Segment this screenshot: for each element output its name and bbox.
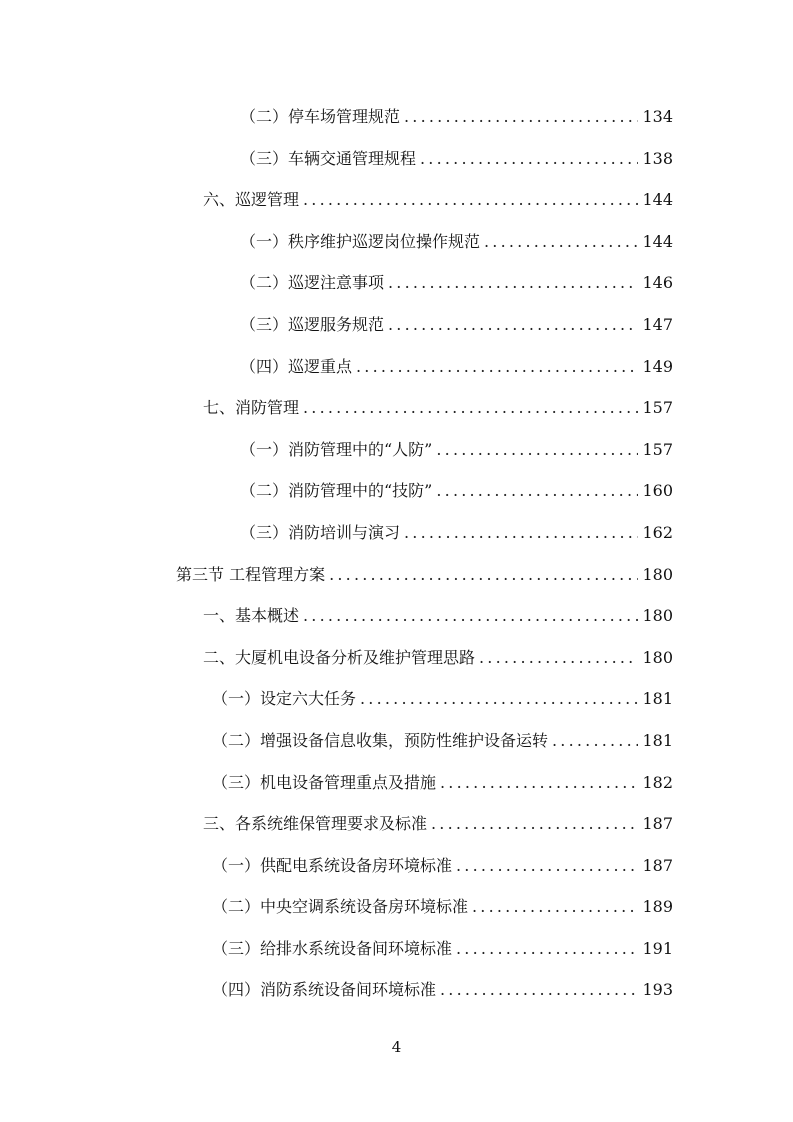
- toc-entry[interactable]: [0, 221, 673, 263]
- toc-entry[interactable]: [0, 554, 673, 596]
- toc-entry-title: （四）巡逻重点: [240, 356, 353, 376]
- toc-entry-page: 146: [642, 273, 673, 293]
- toc-entry-page: 149: [642, 356, 673, 376]
- page-number: 4: [391, 1038, 402, 1056]
- dot-leader: [404, 96, 638, 138]
- dot-leader: [388, 262, 638, 304]
- toc-entry[interactable]: [0, 886, 673, 928]
- toc-entry-title: 七、消防管理: [203, 398, 300, 418]
- toc-entry-page: 189: [642, 897, 673, 917]
- toc-entry-title: （二）增强设备信息收集，预防性维护设备运转: [212, 730, 549, 750]
- toc-entry-page: 147: [642, 314, 673, 334]
- toc-entry-page: 181: [642, 689, 673, 709]
- toc-entry-title: （一）设定六大任务: [212, 689, 357, 709]
- toc-entry[interactable]: [0, 637, 673, 679]
- toc-entry[interactable]: [0, 512, 673, 554]
- toc-entry-title: （一）秩序维护巡逻岗位操作规范: [240, 231, 481, 251]
- toc-entry-page: 180: [642, 564, 673, 584]
- toc-entry-page: 187: [642, 855, 673, 875]
- table-of-contents: [0, 96, 793, 1011]
- dot-leader: [360, 678, 638, 720]
- toc-entry[interactable]: [0, 720, 673, 762]
- dot-leader: [436, 429, 638, 471]
- dot-leader: [303, 387, 638, 429]
- toc-entry-title: 一、基本概述: [203, 606, 300, 626]
- toc-entry-page: 193: [642, 980, 673, 1000]
- dot-leader: [388, 304, 638, 346]
- toc-entry-page: 157: [642, 398, 673, 418]
- toc-entry-page: 138: [642, 148, 673, 168]
- toc-entry-page: 191: [642, 938, 673, 958]
- toc-entry-title: （二）消防管理中的“技防”: [240, 481, 433, 501]
- dot-leader: [420, 138, 638, 180]
- toc-entry-title: 六、巡逻管理: [203, 190, 300, 210]
- toc-entry-page: 182: [642, 772, 673, 792]
- dot-leader: [440, 762, 638, 804]
- dot-leader: [329, 554, 638, 596]
- toc-entry[interactable]: [0, 429, 673, 471]
- toc-entry-title: （三）给排水系统设备间环境标准: [212, 938, 453, 958]
- dot-leader: [472, 886, 638, 928]
- toc-entry[interactable]: [0, 470, 673, 512]
- dot-leader: [479, 637, 638, 679]
- toc-entry-page: 180: [642, 606, 673, 626]
- toc-entry[interactable]: [0, 678, 673, 720]
- dot-leader: [440, 969, 638, 1011]
- toc-entry-page: 187: [642, 814, 673, 834]
- toc-entry[interactable]: [0, 762, 673, 804]
- toc-entry[interactable]: [0, 304, 673, 346]
- toc-entry[interactable]: [0, 387, 673, 429]
- dot-leader: [431, 803, 638, 845]
- dot-leader: [303, 179, 638, 221]
- dot-leader: [552, 720, 638, 762]
- toc-entry[interactable]: [0, 595, 673, 637]
- toc-entry-page: 157: [642, 439, 673, 459]
- dot-leader: [456, 845, 638, 887]
- toc-entry-page: 144: [642, 231, 673, 251]
- toc-entry[interactable]: [0, 138, 673, 180]
- toc-entry-title: 三、各系统维保管理要求及标准: [203, 814, 428, 834]
- toc-entry-page: 160: [642, 481, 673, 501]
- dot-leader: [436, 470, 638, 512]
- dot-leader: [356, 346, 638, 388]
- dot-leader: [303, 595, 638, 637]
- toc-entry-title: 第三节 工程管理方案: [176, 564, 326, 584]
- toc-entry-title: （一）消防管理中的“人防”: [240, 439, 433, 459]
- toc-entry-title: （二）巡逻注意事项: [240, 273, 385, 293]
- toc-entry-page: 181: [642, 730, 673, 750]
- toc-entry[interactable]: [0, 969, 673, 1011]
- toc-entry-title: （二）停车场管理规范: [240, 107, 401, 126]
- toc-entry-page: 180: [642, 647, 673, 667]
- toc-entry-title: （二）中央空调系统设备房环境标准: [212, 897, 469, 917]
- toc-entry-title: （一）供配电系统设备房环境标准: [212, 855, 453, 875]
- toc-entry-title: 二、大厦机电设备分析及维护管理思路: [203, 647, 476, 667]
- toc-entry[interactable]: [0, 346, 673, 388]
- toc-entry-title: （三）车辆交通管理规程: [240, 148, 417, 168]
- toc-entry-title: （三）消防培训与演习: [240, 522, 401, 542]
- dot-leader: [456, 928, 638, 970]
- dot-leader: [404, 512, 638, 554]
- toc-entry[interactable]: [0, 803, 673, 845]
- toc-entry[interactable]: [0, 96, 673, 138]
- toc-entry-title: （四）消防系统设备间环境标准: [212, 980, 437, 1000]
- toc-entry[interactable]: [0, 262, 673, 304]
- toc-entry-page: 134: [642, 107, 673, 126]
- toc-entry-page: 162: [642, 522, 673, 542]
- toc-entry-title: （三）机电设备管理重点及措施: [212, 772, 437, 792]
- toc-entry[interactable]: [0, 179, 673, 221]
- toc-entry[interactable]: [0, 845, 673, 887]
- toc-entry-page: 144: [642, 190, 673, 210]
- dot-leader: [484, 221, 638, 263]
- toc-entry-title: （三）巡逻服务规范: [240, 314, 385, 334]
- toc-entry[interactable]: [0, 928, 673, 970]
